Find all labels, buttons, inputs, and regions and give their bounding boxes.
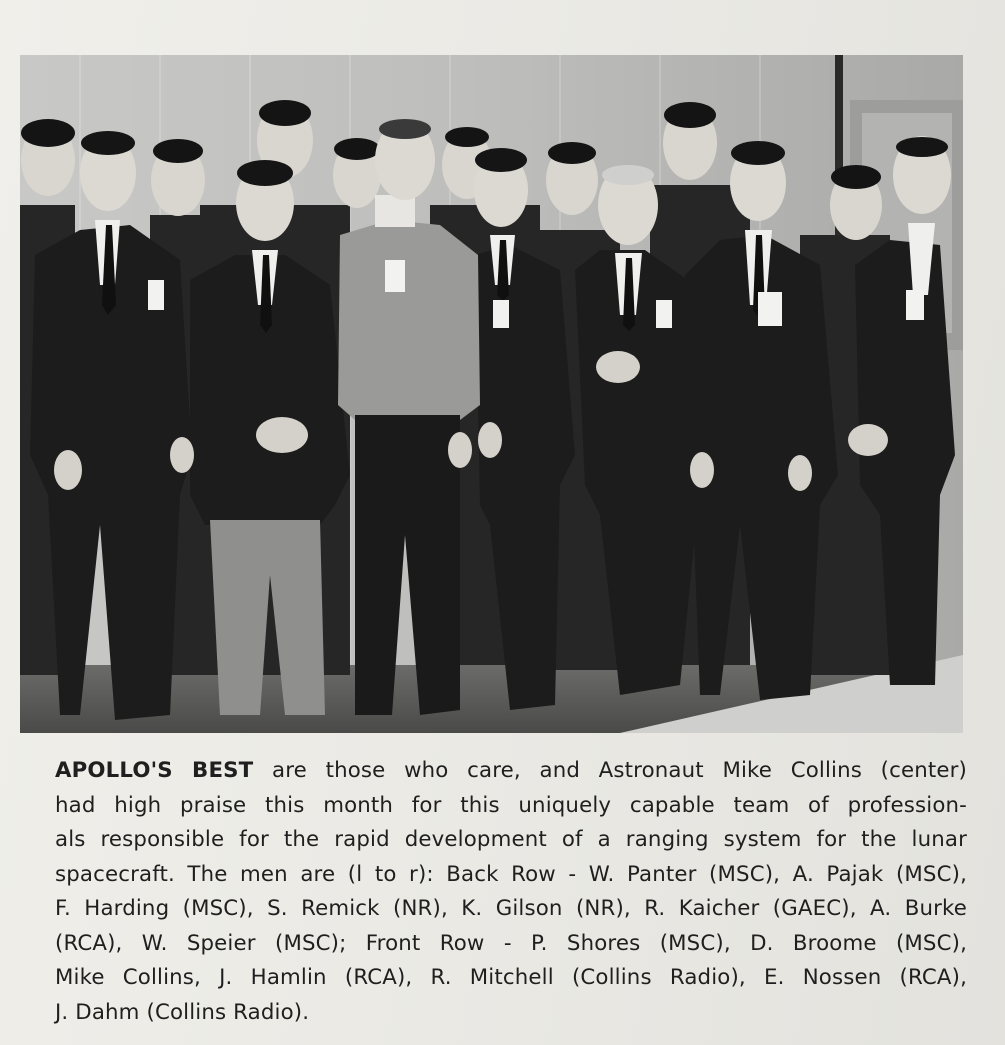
caption-lead: APOLLO'S BEST (55, 758, 254, 783)
group-photo-illustration (20, 55, 963, 733)
photo-caption (55, 754, 967, 1030)
caption-line-8: J. Dahm (Collins Radio). (55, 999, 310, 1025)
caption-line-6: (RCA), W. Speier (MSC); Front Row - P. Shores (MSC), D. Broome (MSC), (55, 930, 967, 956)
caption-line-2: had high praise this month for this uniquely capable team of profession- (55, 792, 967, 818)
group-photo (20, 55, 963, 733)
caption-line-5: F. Harding (MSC), S. Remick (NR), K. Gilson (NR), R. Kaicher (GAEC), A. Burke (55, 896, 967, 921)
caption-line-1-text: are those who care, and Astronaut Mike Collins (center) (272, 758, 967, 783)
caption-line-1 (55, 754, 967, 789)
caption-line-4: spacecraft. The men are (l to r): Back Row - W. Panter (MSC), A. Pajak (MSC), (55, 861, 967, 887)
caption-line-3: als responsible for the rapid development of a ranging system for the lunar (55, 827, 967, 852)
caption-line-7: Mike Collins, J. Hamlin (RCA), R. Mitchell (Collins Radio), E. Nossen (RCA), (55, 965, 967, 990)
